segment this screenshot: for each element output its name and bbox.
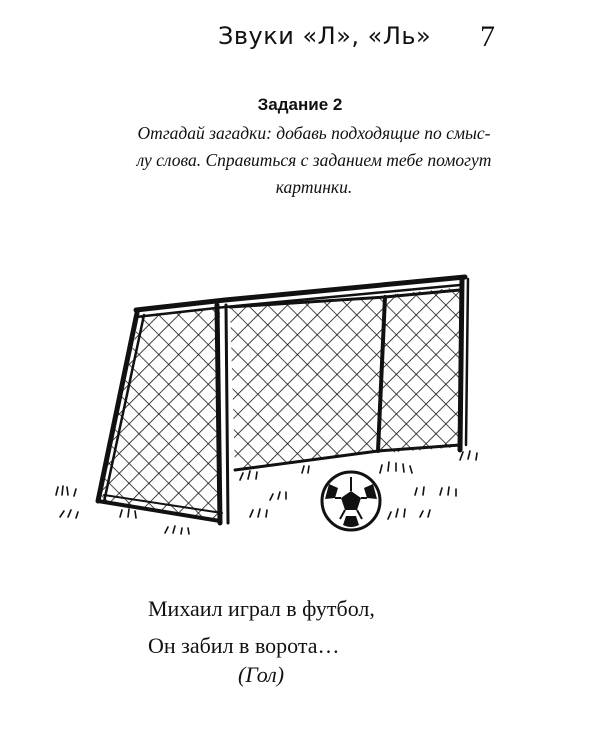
riddle-answer: (Гол) [238, 662, 285, 687]
football-goal-illustration [40, 255, 480, 555]
riddle-line: Михаил играл в футбол, [148, 596, 375, 621]
riddle-line: Он забил в ворота… [148, 633, 340, 658]
task-instruction [118, 120, 510, 201]
goal-net [98, 287, 462, 520]
instruction-line: лу слова. Справиться с заданием тебе помогут [136, 150, 492, 170]
riddle-poem [148, 590, 375, 664]
chapter-title: Звуки «Л», «Ль» [218, 22, 432, 50]
task-title: Задание 2 [257, 95, 343, 114]
instruction-line: картинки. [275, 177, 353, 197]
page-number: 7 [480, 20, 495, 53]
soccer-ball [322, 472, 380, 530]
instruction-line: Отгадай загадки: добавь подходящие по смыс- [137, 123, 491, 143]
